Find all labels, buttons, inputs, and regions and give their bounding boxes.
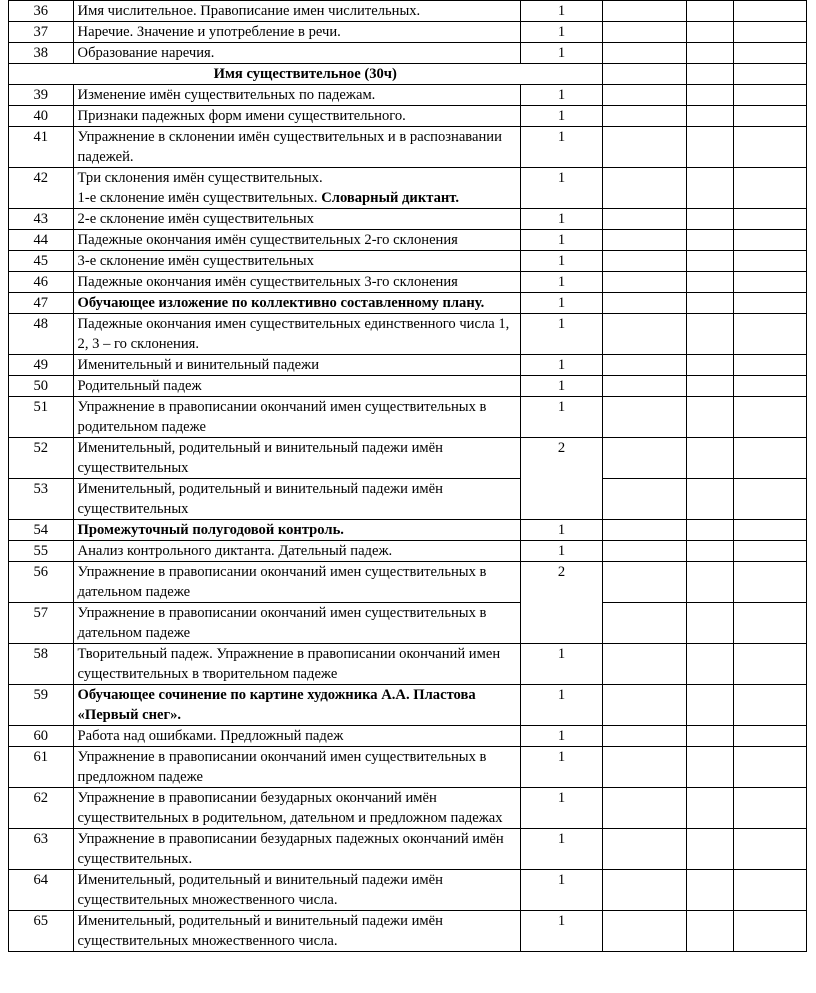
lesson-number: 52 bbox=[9, 438, 74, 479]
table-row bbox=[9, 541, 807, 562]
note-cell bbox=[733, 43, 806, 64]
table-row bbox=[9, 747, 807, 788]
lesson-hours: 1 bbox=[521, 209, 602, 230]
table-row bbox=[9, 562, 807, 603]
lesson-number: 41 bbox=[9, 127, 74, 168]
blank-cell bbox=[687, 127, 734, 168]
lesson-number: 49 bbox=[9, 355, 74, 376]
lesson-topic: Падежные окончания имён существительных 2-го склонения bbox=[73, 230, 521, 251]
lesson-topic: Работа над ошибками. Предложный падеж bbox=[73, 726, 521, 747]
date-cell bbox=[602, 603, 687, 644]
lesson-topic: Упражнение в склонении имён существительных и в распознавании падежей. bbox=[73, 127, 521, 168]
section-row bbox=[9, 64, 807, 85]
lesson-topic: 3-е склонение имён существительных bbox=[73, 251, 521, 272]
date-cell bbox=[602, 747, 687, 788]
blank-cell bbox=[687, 870, 734, 911]
lesson-number: 58 bbox=[9, 644, 74, 685]
date-cell bbox=[602, 355, 687, 376]
date-cell bbox=[602, 520, 687, 541]
lesson-number: 37 bbox=[9, 22, 74, 43]
lesson-topic: Родительный падеж bbox=[73, 376, 521, 397]
lesson-topic: Именительный, родительный и винительный падежи имён существительных bbox=[73, 438, 521, 479]
date-cell bbox=[602, 870, 687, 911]
lesson-plan-table bbox=[8, 0, 807, 952]
blank-cell bbox=[687, 479, 734, 520]
table-row bbox=[9, 251, 807, 272]
lesson-hours: 1 bbox=[521, 127, 602, 168]
note-cell bbox=[733, 293, 806, 314]
date-cell bbox=[602, 685, 687, 726]
table-row bbox=[9, 293, 807, 314]
table-row bbox=[9, 106, 807, 127]
lesson-number: 44 bbox=[9, 230, 74, 251]
date-cell bbox=[602, 1, 687, 22]
lesson-topic: Падежные окончания имен существительных единственного числа 1, 2, 3 – го склонения. bbox=[73, 314, 521, 355]
date-cell bbox=[602, 168, 687, 209]
lesson-number: 38 bbox=[9, 43, 74, 64]
blank-cell bbox=[687, 314, 734, 355]
note-cell bbox=[733, 272, 806, 293]
lesson-topic bbox=[73, 168, 521, 209]
lesson-number: 61 bbox=[9, 747, 74, 788]
lesson-hours: 1 bbox=[521, 541, 602, 562]
lesson-hours: 1 bbox=[521, 644, 602, 685]
lesson-number: 64 bbox=[9, 870, 74, 911]
note-cell bbox=[733, 829, 806, 870]
date-cell bbox=[602, 314, 687, 355]
lesson-number: 45 bbox=[9, 251, 74, 272]
table-row bbox=[9, 788, 807, 829]
lesson-hours: 1 bbox=[521, 870, 602, 911]
blank-cell bbox=[687, 562, 734, 603]
blank-cell bbox=[687, 22, 734, 43]
note-cell bbox=[733, 541, 806, 562]
lesson-hours: 1 bbox=[521, 911, 602, 952]
lesson-number: 46 bbox=[9, 272, 74, 293]
note-cell bbox=[733, 397, 806, 438]
lesson-number: 54 bbox=[9, 520, 74, 541]
date-cell bbox=[602, 911, 687, 952]
lesson-hours: 1 bbox=[521, 726, 602, 747]
date-cell bbox=[602, 85, 687, 106]
note-cell bbox=[733, 355, 806, 376]
lesson-hours: 1 bbox=[521, 520, 602, 541]
lesson-number: 50 bbox=[9, 376, 74, 397]
lesson-topic: Упражнение в правописании безударных падежных окончаний имён существительных. bbox=[73, 829, 521, 870]
blank-cell bbox=[687, 85, 734, 106]
lesson-hours: 2 bbox=[521, 562, 602, 644]
lesson-number: 60 bbox=[9, 726, 74, 747]
lesson-topic: Обучающее изложение по коллективно составленному плану. bbox=[73, 293, 521, 314]
date-cell bbox=[602, 272, 687, 293]
table-row bbox=[9, 272, 807, 293]
date-cell bbox=[602, 479, 687, 520]
blank-cell bbox=[687, 168, 734, 209]
table-row bbox=[9, 685, 807, 726]
lesson-number: 36 bbox=[9, 1, 74, 22]
note-cell bbox=[733, 479, 806, 520]
lesson-number: 47 bbox=[9, 293, 74, 314]
blank-cell bbox=[687, 293, 734, 314]
date-cell bbox=[602, 106, 687, 127]
lesson-hours: 1 bbox=[521, 355, 602, 376]
lesson-number: 39 bbox=[9, 85, 74, 106]
lesson-number: 55 bbox=[9, 541, 74, 562]
lesson-number: 57 bbox=[9, 603, 74, 644]
note-cell bbox=[733, 22, 806, 43]
lesson-number: 40 bbox=[9, 106, 74, 127]
section-title: Имя существительное (30ч) bbox=[9, 64, 603, 85]
blank-cell bbox=[687, 1, 734, 22]
note-cell bbox=[733, 911, 806, 952]
lesson-topic: Творительный падеж. Упражнение в правописании окончаний имен существительных в творительном падеже bbox=[73, 644, 521, 685]
lesson-topic: Упражнение в правописании окончаний имен существительных в предложном падеже bbox=[73, 747, 521, 788]
blank-cell bbox=[687, 376, 734, 397]
lesson-hours: 1 bbox=[521, 747, 602, 788]
date-cell bbox=[602, 376, 687, 397]
lesson-number: 51 bbox=[9, 397, 74, 438]
lesson-topic: Падежные окончания имён существительных 3-го склонения bbox=[73, 272, 521, 293]
lesson-topic: Имя числительное. Правописание имен числительных. bbox=[73, 1, 521, 22]
table-row bbox=[9, 829, 807, 870]
lesson-topic: Именительный, родительный и винительный падежи имён существительных bbox=[73, 479, 521, 520]
table-row bbox=[9, 603, 807, 644]
lesson-topic: Упражнение в правописании безударных окончаний имён существительных в родительном, дательном и предложном падежах bbox=[73, 788, 521, 829]
blank-cell bbox=[687, 230, 734, 251]
lesson-hours: 1 bbox=[521, 251, 602, 272]
blank-cell bbox=[687, 603, 734, 644]
lesson-hours: 1 bbox=[521, 106, 602, 127]
table-row bbox=[9, 726, 807, 747]
blank-cell bbox=[687, 355, 734, 376]
blank-cell bbox=[687, 272, 734, 293]
topic-line: 1-е склонение имён существительных. bbox=[77, 190, 318, 206]
date-cell bbox=[602, 726, 687, 747]
lesson-topic: 2-е склонение имён существительных bbox=[73, 209, 521, 230]
table-row bbox=[9, 397, 807, 438]
date-cell bbox=[602, 293, 687, 314]
table-row bbox=[9, 438, 807, 479]
table-row bbox=[9, 43, 807, 64]
note-cell bbox=[733, 685, 806, 726]
blank-cell bbox=[687, 64, 734, 85]
blank-cell bbox=[687, 644, 734, 685]
lesson-number: 59 bbox=[9, 685, 74, 726]
blank-cell bbox=[687, 520, 734, 541]
blank-cell bbox=[687, 106, 734, 127]
date-cell bbox=[602, 43, 687, 64]
table-row bbox=[9, 479, 807, 520]
table-row bbox=[9, 127, 807, 168]
lesson-topic: Промежуточный полугодовой контроль. bbox=[73, 520, 521, 541]
table-row bbox=[9, 230, 807, 251]
note-cell bbox=[733, 127, 806, 168]
lesson-hours: 1 bbox=[521, 314, 602, 355]
lesson-topic: Обучающее сочинение по картине художника А.А. Пластова «Первый снег». bbox=[73, 685, 521, 726]
table-row bbox=[9, 644, 807, 685]
note-cell bbox=[733, 438, 806, 479]
note-cell bbox=[733, 230, 806, 251]
table-row bbox=[9, 314, 807, 355]
lesson-hours: 1 bbox=[521, 397, 602, 438]
date-cell bbox=[602, 22, 687, 43]
lesson-hours: 1 bbox=[521, 376, 602, 397]
table-row bbox=[9, 911, 807, 952]
table-row bbox=[9, 355, 807, 376]
date-cell bbox=[602, 127, 687, 168]
blank-cell bbox=[687, 747, 734, 788]
table-row bbox=[9, 168, 807, 209]
date-cell bbox=[602, 644, 687, 685]
lesson-hours: 1 bbox=[521, 85, 602, 106]
blank-cell bbox=[687, 726, 734, 747]
lesson-topic: Наречие. Значение и употребление в речи. bbox=[73, 22, 521, 43]
note-cell bbox=[733, 603, 806, 644]
note-cell bbox=[733, 520, 806, 541]
note-cell bbox=[733, 1, 806, 22]
note-cell bbox=[733, 209, 806, 230]
lesson-hours: 1 bbox=[521, 829, 602, 870]
note-cell bbox=[733, 106, 806, 127]
blank-cell bbox=[687, 209, 734, 230]
table-row bbox=[9, 22, 807, 43]
blank-cell bbox=[687, 438, 734, 479]
lesson-number: 63 bbox=[9, 829, 74, 870]
date-cell bbox=[602, 397, 687, 438]
lesson-hours: 1 bbox=[521, 788, 602, 829]
note-cell bbox=[733, 870, 806, 911]
topic-line: Три склонения имён существительных. bbox=[77, 170, 323, 186]
note-cell bbox=[733, 562, 806, 603]
note-cell bbox=[733, 85, 806, 106]
lesson-number: 48 bbox=[9, 314, 74, 355]
note-cell bbox=[733, 251, 806, 272]
note-cell bbox=[733, 168, 806, 209]
lesson-topic: Упражнение в правописании окончаний имен существительных в дательном падеже bbox=[73, 562, 521, 603]
lesson-topic: Образование наречия. bbox=[73, 43, 521, 64]
blank-cell bbox=[687, 251, 734, 272]
blank-cell bbox=[687, 829, 734, 870]
lesson-number: 62 bbox=[9, 788, 74, 829]
note-cell bbox=[733, 376, 806, 397]
table-row bbox=[9, 870, 807, 911]
lesson-topic: Именительный, родительный и винительный падежи имён существительных множественного числа. bbox=[73, 911, 521, 952]
lesson-number: 53 bbox=[9, 479, 74, 520]
lesson-number: 42 bbox=[9, 168, 74, 209]
lesson-hours: 1 bbox=[521, 685, 602, 726]
blank-cell bbox=[687, 397, 734, 438]
note-cell bbox=[733, 314, 806, 355]
table-row bbox=[9, 209, 807, 230]
date-cell bbox=[602, 64, 687, 85]
lesson-number: 43 bbox=[9, 209, 74, 230]
lesson-hours: 2 bbox=[521, 438, 602, 520]
lesson-number: 56 bbox=[9, 562, 74, 603]
blank-cell bbox=[687, 911, 734, 952]
table-row bbox=[9, 85, 807, 106]
lesson-hours: 1 bbox=[521, 230, 602, 251]
note-cell bbox=[733, 64, 806, 85]
lesson-hours: 1 bbox=[521, 43, 602, 64]
lesson-topic: Изменение имён существительных по падежам. bbox=[73, 85, 521, 106]
lesson-hours: 1 bbox=[521, 168, 602, 209]
date-cell bbox=[602, 829, 687, 870]
lesson-topic: Признаки падежных форм имени существительного. bbox=[73, 106, 521, 127]
note-cell bbox=[733, 644, 806, 685]
note-cell bbox=[733, 788, 806, 829]
date-cell bbox=[602, 788, 687, 829]
date-cell bbox=[602, 230, 687, 251]
blank-cell bbox=[687, 685, 734, 726]
lesson-topic: Упражнение в правописании окончаний имен существительных в дательном падеже bbox=[73, 603, 521, 644]
table-row bbox=[9, 1, 807, 22]
lesson-topic: Упражнение в правописании окончаний имен существительных в родительном падеже bbox=[73, 397, 521, 438]
blank-cell bbox=[687, 43, 734, 64]
lesson-hours: 1 bbox=[521, 1, 602, 22]
lesson-topic: Именительный и винительный падежи bbox=[73, 355, 521, 376]
lesson-hours: 1 bbox=[521, 272, 602, 293]
date-cell bbox=[602, 541, 687, 562]
date-cell bbox=[602, 209, 687, 230]
note-cell bbox=[733, 726, 806, 747]
table-row bbox=[9, 520, 807, 541]
date-cell bbox=[602, 562, 687, 603]
date-cell bbox=[602, 438, 687, 479]
lesson-topic: Именительный, родительный и винительный падежи имён существительных множественного числа. bbox=[73, 870, 521, 911]
lesson-hours: 1 bbox=[521, 293, 602, 314]
blank-cell bbox=[687, 788, 734, 829]
lesson-number: 65 bbox=[9, 911, 74, 952]
dictation-label: Словарный диктант. bbox=[321, 190, 460, 206]
blank-cell bbox=[687, 541, 734, 562]
table-row bbox=[9, 376, 807, 397]
lesson-hours: 1 bbox=[521, 22, 602, 43]
date-cell bbox=[602, 251, 687, 272]
lesson-topic: Анализ контрольного диктанта. Дательный падеж. bbox=[73, 541, 521, 562]
note-cell bbox=[733, 747, 806, 788]
